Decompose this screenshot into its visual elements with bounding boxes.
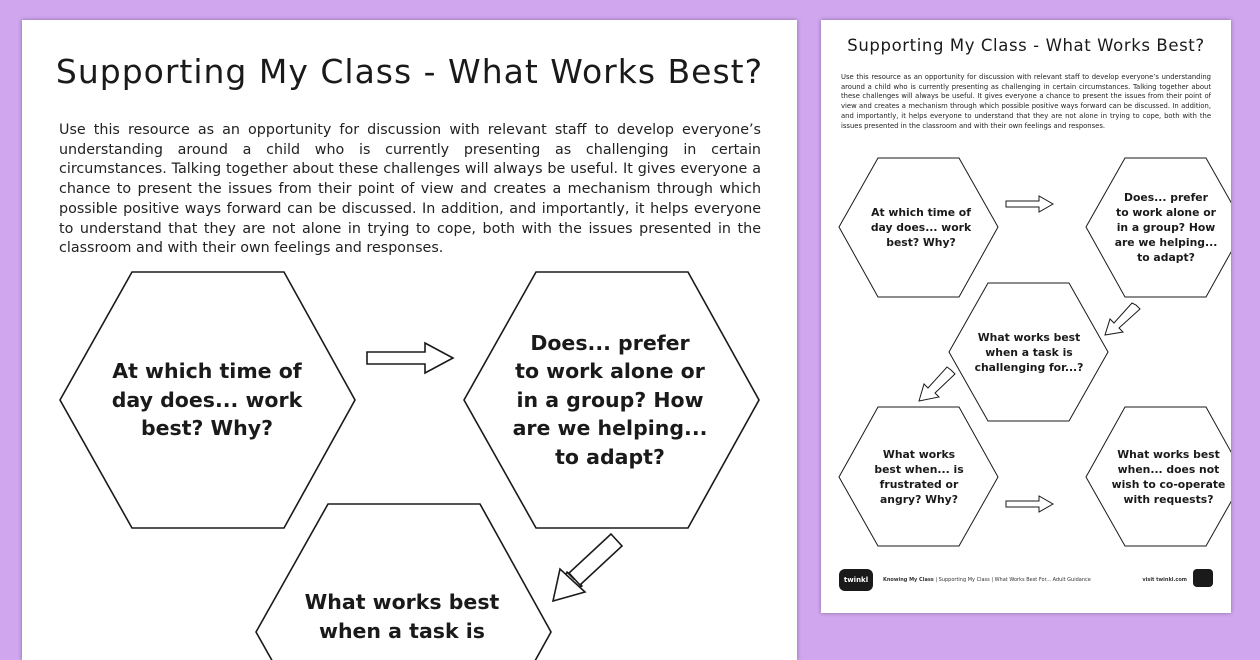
arrow-right-icon — [1006, 196, 1053, 212]
hexagon-2-text: Does... prefer to work alone or in a group? How are we helping... to adapt? — [1114, 190, 1218, 264]
twinkl-logo: twinkl — [839, 569, 873, 591]
footer-breadcrumb: Knowing My Class | Supporting My Class | What Works Best For... Adult Guidance — [883, 577, 1091, 583]
zoomed-page-preview — [22, 20, 797, 660]
page-title: Supporting My Class - What Works Best? — [55, 52, 764, 91]
hexagon-5-text: What works best when... does not wish to co-operate with requests? — [1111, 448, 1226, 506]
intro-paragraph: Use this resource as an opportunity for discussion with relevant staff to develop everyone’s understanding around a child who is currently presenting as challenging in certain circumstances. Talking together about these challenges will always be useful. It gives everyone a chance to present the issues from their point of view and creates a mechanism through which possible positive ways forward can be discussed. In addition, and importantly, it helps everyone to understand that they are not alone in trying to cope, both with the issues presented in the classroom and with their own feelings and responses. — [59, 122, 761, 257]
arrow-down-left-icon — [919, 367, 955, 401]
footer-url: visit twinkl.com — [1142, 577, 1187, 583]
intro-paragraph: Use this resource as an opportunity for discussion with relevant staff to develop everyone’s understanding around a child who is currently presenting as challenging in certain circumstances. Talking together about these challenges will always be useful. It gives everyone a chance to present the issues from their point of view and creates a mechanism through which possible positive ways forward can be discussed. In addition, and importantly, it helps everyone to understand that they are not alone in trying to cope, both with the issues presented in the classroom and with their own feelings and responses. — [841, 73, 1211, 130]
twinkl-badge-icon — [1193, 569, 1213, 587]
arrow-right-icon — [367, 343, 453, 373]
full-page-preview — [821, 20, 1231, 613]
hexagon-4-text: What works best when... is frustrated or angry? Why? — [874, 448, 964, 506]
hexagon-1-text: At which time of day does... work best? Why? — [870, 205, 972, 249]
hexagon-2-text: Does... prefer to work alone or in a group? How are we helping... to adapt? — [512, 330, 708, 469]
hexagon-3-text: What works best when a task is challenging for...? — [974, 330, 1084, 374]
arrow-down-left-icon — [1105, 303, 1140, 335]
hexagon-1-text: At which time of day does... work best? Why? — [111, 359, 303, 441]
arrow-down-left-shaft — [569, 534, 622, 585]
page-footer — [839, 569, 1213, 595]
page-title: Supporting My Class - What Works Best? — [847, 36, 1205, 55]
hexagon-3-text: What works best when a task is — [304, 590, 500, 643]
arrow-right-icon — [1006, 496, 1053, 512]
